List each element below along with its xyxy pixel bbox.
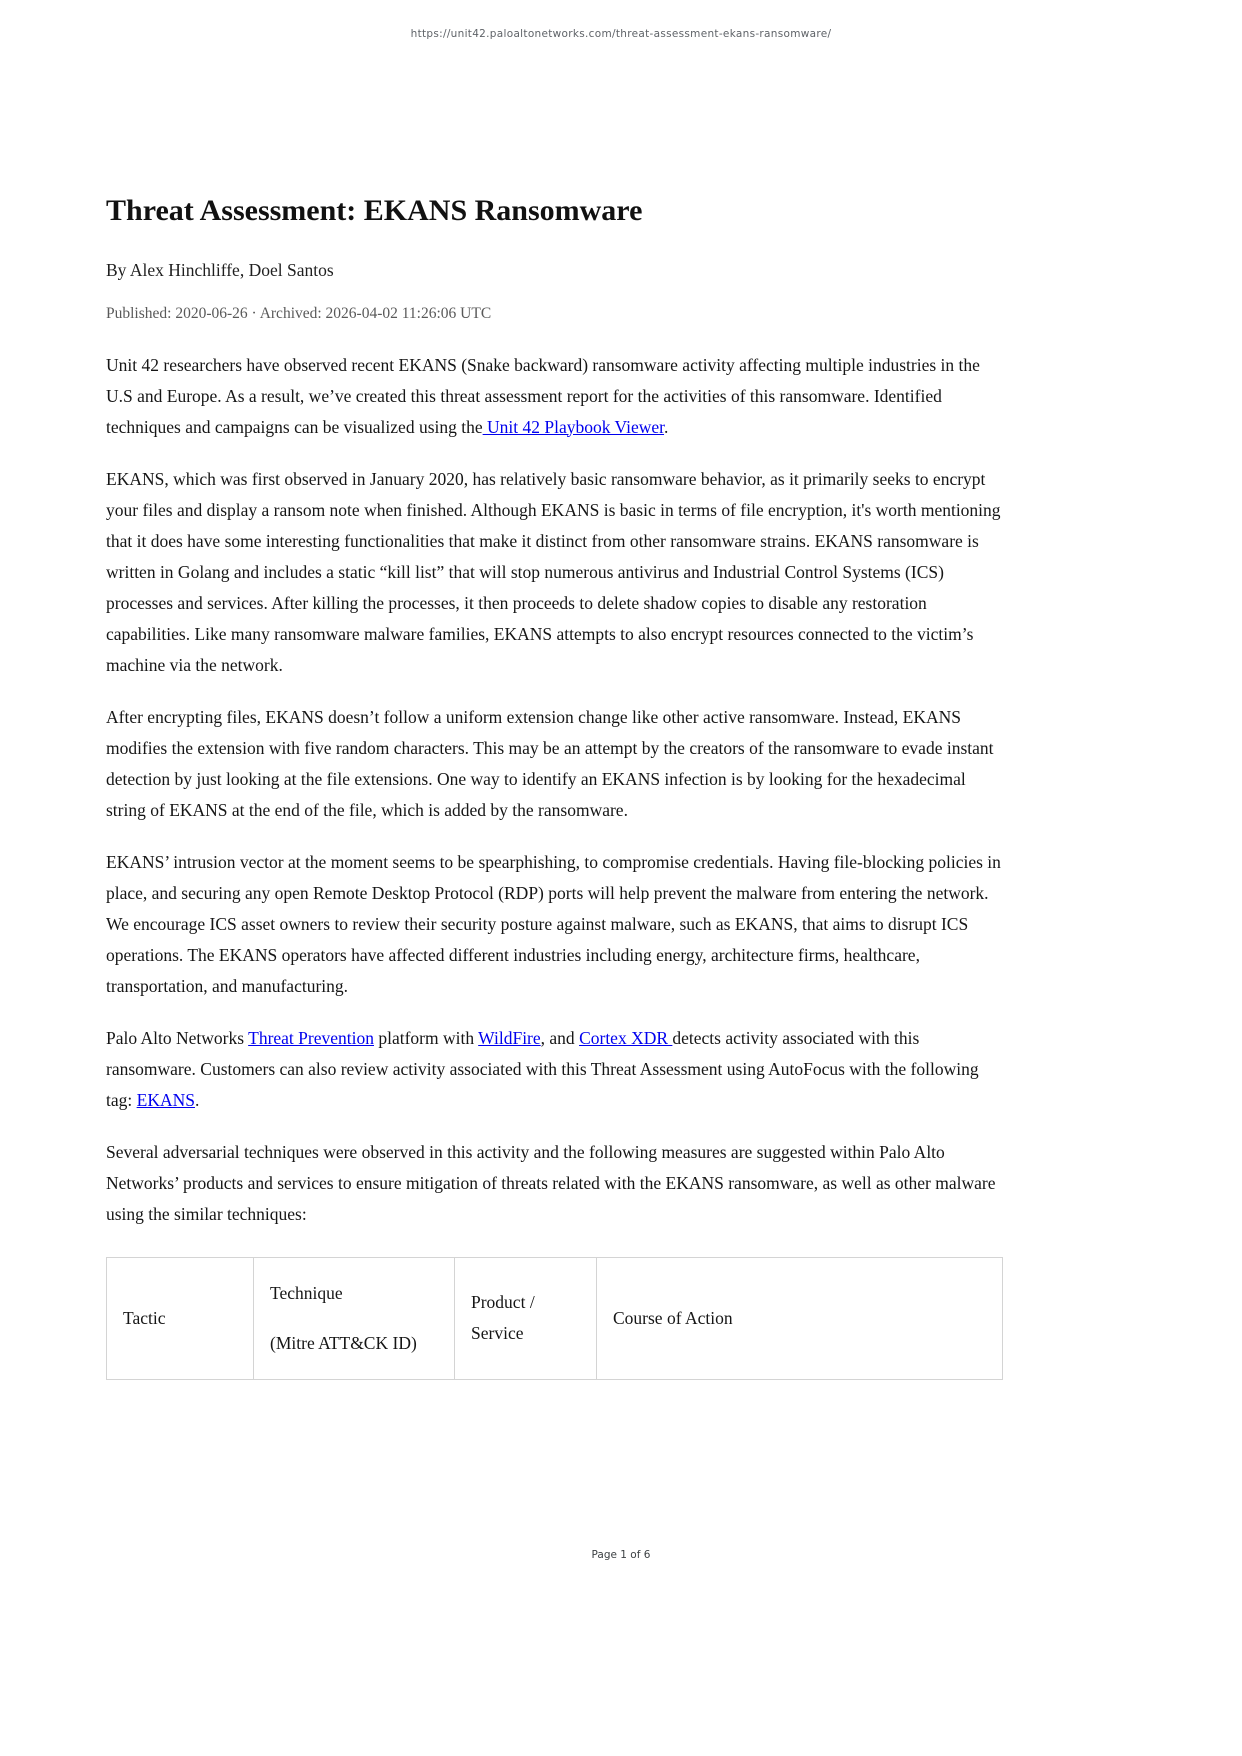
table-header-technique	[254, 1257, 455, 1379]
table-header-course-of-action: Course of Action	[597, 1257, 1003, 1379]
text-run: Palo Alto Networks	[106, 1027, 249, 1048]
text-run: , and	[540, 1027, 580, 1048]
link-cortex-xdr[interactable]: Cortex XDR	[579, 1027, 673, 1048]
page-footer	[0, 1549, 1242, 1561]
paragraph-2: EKANS, which was first observed in January 2020, has relatively basic ransomware behavior, as it primarily seeks to encrypt your files and display a ransom note when finished. Although EKANS is basic in terms of file encryption, it's worth mentioning that it does have some interesting functionalities that make it distinct from other ransomware strains. EKANS ransomware is written in Golang and includes a static “kill list” that will stop numerous antivirus and Industrial Control Systems (ICS) processes and services. After killing the processes, it then proceeds to delete shadow copies to disable any restoration capabilities. Like many ransomware malware families, EKANS attempts to also encrypt resources connected to the victim’s machine via the network.	[106, 468, 1001, 675]
table-header-product-service: Product / Service	[455, 1257, 597, 1379]
text-run: platform with	[373, 1027, 479, 1048]
page-number: Page 1 of 6	[591, 1549, 651, 1561]
text-run: detects activity associated with this ransomware. Customers can also review activity associated with this Threat Assessment using AutoFocus with the following tag:	[106, 1027, 979, 1110]
link-unit42-playbook-viewer[interactable]: Unit 42 Playbook Viewer	[482, 416, 665, 437]
paragraph-5	[106, 1023, 1002, 1116]
text-run: Unit 42 researchers have observed recent EKANS (Snake backward) ransomware activity affecting multiple industries in the U.S and Europe. As a result, we’ve created this threat assessment report for the activities of this ransomware. Identified techniques and campaigns can be visualized using the	[106, 354, 980, 437]
paragraph-1	[106, 350, 1002, 443]
publish-meta: Published: 2020-06-26 · Archived: 2026-04-02 11:26:06 UTC	[106, 304, 492, 322]
table-header-row	[107, 1257, 1003, 1379]
link-wildfire[interactable]: WildFire	[478, 1027, 541, 1048]
technique-id-label: (Mitre ATT&CK ID)	[270, 1332, 417, 1353]
paragraph-6: Several adversarial techniques were observed in this activity and the following measures are suggested within Palo Alto Networks’ products and services to ensure mitigation of threats related with the EKANS ransomware, as well as other malware using the similar techniques:	[106, 1141, 996, 1224]
table-header-tactic: Tactic	[107, 1257, 254, 1379]
link-threat-prevention[interactable]: Threat Prevention	[248, 1027, 374, 1048]
text-run: .	[664, 416, 669, 437]
article-byline: By Alex Hinchliffe, Doel Santos	[106, 259, 334, 280]
link-ekans-tag[interactable]: EKANS	[136, 1089, 195, 1110]
paragraph-4: EKANS’ intrusion vector at the moment seems to be spearphishing, to compromise credentials. Having file-blocking policies in place, and securing any open Remote Desktop Protocol (RDP) ports will help prevent the malware from entering the network. We encourage ICS asset owners to review their security posture against malware, such as EKANS, that aims to disrupt ICS operations. The EKANS operators have affected different industries including energy, architecture firms, healthcare, transportation, and manufacturing.	[106, 851, 1001, 996]
article	[106, 0, 1002, 1380]
text-run: .	[194, 1089, 200, 1110]
article-title: Threat Assessment: EKANS Ransomware	[106, 194, 643, 227]
source-url: https://unit42.paloaltonetworks.com/threat-assessment-ekans-ransomware/	[410, 28, 832, 40]
mitigations-table	[106, 1257, 1003, 1380]
technique-label: Technique	[270, 1282, 343, 1303]
paragraph-3: After encrypting files, EKANS doesn’t follow a uniform extension change like other active ransomware. Instead, EKANS modifies the extension with five random characters. This may be an attempt by the creators of the ransomware to evade instant detection by just looking at the file extensions. One way to identify an EKANS infection is by looking for the hexadecimal string of EKANS at the end of the file, which is added by the ransomware.	[106, 706, 994, 820]
